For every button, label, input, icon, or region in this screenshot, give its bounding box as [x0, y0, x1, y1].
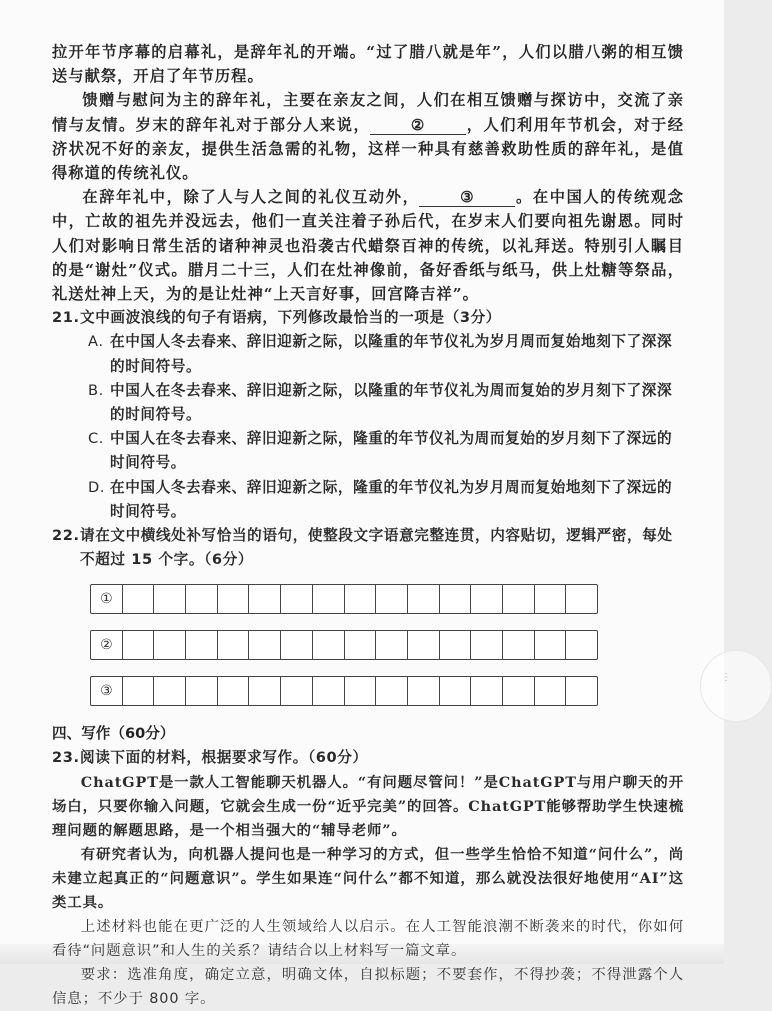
exam-content	[52, 40, 684, 1011]
answer-blank-2: ②	[370, 116, 466, 135]
option-b	[74, 379, 684, 427]
question-number: 21.	[52, 309, 80, 327]
answer-cell[interactable]	[185, 677, 217, 705]
option-letter: C.	[88, 430, 105, 448]
section-title: 四、写作（60分）	[52, 725, 175, 743]
answer-cell[interactable]	[375, 631, 407, 659]
answer-cell[interactable]	[344, 631, 376, 659]
answer-row-label: ③	[100, 683, 113, 700]
material-paragraph-3: 上述材料也能在更广泛的人生领域给人以启示。在人工智能浪潮不断袭来的时代，你如何看待“问题意识”和人生的关系？请结合以上材料写一篇文章。	[52, 918, 684, 959]
answer-cell[interactable]	[439, 585, 471, 613]
passage-paragraph-1: 拉开年节序幕的启幕礼，是辞年礼的开端。“过了腊八就是年”，人们以腊八粥的相互馈送与献祭，开启了年节历程。	[52, 43, 684, 86]
option-letter: B.	[88, 381, 104, 399]
passage-paragraph-3	[52, 185, 684, 306]
question-number: 23.	[52, 749, 80, 767]
option-d	[74, 476, 684, 524]
answer-cell[interactable]	[312, 631, 344, 659]
answer-row-label: ①	[100, 591, 113, 608]
answer-row-label: ②	[100, 637, 113, 654]
answer-cell[interactable]	[407, 677, 439, 705]
answer-cell[interactable]	[407, 631, 439, 659]
question-stem: 请在文中横线处补写恰当的语句，使整段文字语意完整连贯，内容贴切，逻辑严密，每处不超过 15 个字。（6分）	[80, 527, 673, 569]
answer-grid	[90, 584, 684, 706]
answer-cell[interactable]	[565, 585, 597, 613]
answer-cell[interactable]	[122, 585, 154, 613]
option-text: 中国人在冬去春来、辞旧迎新之际，隆重的年节仪礼为周而复始的岁月刻下了深远的时间符号。	[110, 430, 673, 472]
paragraph-text: 。在中国人的传统观念中，亡故的祖先并没远去，他们一直关注着子孙后代，在岁末人们要向祖先谢恩。同时人们对影响日常生活的诸种神灵也沿袭古代蜡祭百神的传统，以礼拜送。特别引人瞩目的是“谢灶”仪式。腊月二十三，人们在灶神像前，备好香纸与纸马，供上灶糖等祭品，礼送灶神上天，为的是让灶神“上天言好事，回宫降吉祥”。	[52, 188, 685, 304]
option-letter: D.	[88, 478, 106, 496]
answer-cell[interactable]	[280, 631, 312, 659]
question-number: 22.	[52, 527, 80, 545]
paragraph-text: ，人们利用年节机会，对于经济状况不好的亲友，提供生活急需的礼物，这样一种具有慈善救助性质的辞年礼，是值得称道的传统礼仪。	[52, 115, 684, 183]
answer-cell[interactable]	[217, 631, 249, 659]
answer-cell[interactable]	[122, 631, 154, 659]
option-text: 在中国人冬去春来、辞旧迎新之际，隆重的年节仪礼为岁月周而复始地刻下了深远的时间符号。	[110, 478, 673, 520]
answer-cell[interactable]	[248, 585, 280, 613]
question-stem: 阅读下面的材料，根据要求写作。（60分）	[80, 749, 368, 767]
answer-cell[interactable]	[439, 631, 471, 659]
passage-paragraph-2	[52, 88, 684, 185]
answer-cell[interactable]	[534, 585, 566, 613]
answer-cell[interactable]	[217, 677, 249, 705]
answer-cell[interactable]	[153, 585, 185, 613]
answer-blank-3: ③	[419, 188, 515, 207]
floating-more-button[interactable]	[700, 650, 772, 722]
option-letter: A.	[88, 333, 104, 351]
answer-cell[interactable]	[439, 677, 471, 705]
answer-cell[interactable]	[470, 631, 502, 659]
writing-requirements: 要求：选准角度，确定立意，明确文体，自拟标题；不要套作，不得抄袭；不得泄露个人信息；不少于 800 字。	[52, 966, 684, 1007]
answer-cell[interactable]	[312, 585, 344, 613]
question-21	[52, 306, 684, 330]
answer-cell[interactable]	[407, 585, 439, 613]
answer-cell[interactable]	[153, 677, 185, 705]
option-text: 在中国人冬去春来、辞旧迎新之际，以隆重的年节仪礼为岁月周而复始地刻下了深深的时间符号。	[110, 333, 673, 375]
answer-cell[interactable]	[375, 677, 407, 705]
answer-cell[interactable]	[312, 677, 344, 705]
answer-cell[interactable]	[534, 631, 566, 659]
answer-cell[interactable]	[502, 585, 534, 613]
material-paragraph-1: ChatGPT是一款人工智能聊天机器人。“有问题尽管问！”是ChatGPT与用户聊天的开场白，只要你输入问题，它就会生成一份“近乎完美”的回答。ChatGPT能够帮助学生快速梳理问题的解题思路，是一个相当强大的“辅导老师”。	[52, 773, 684, 839]
material-paragraph-2: 有研究者认为，向机器人提问也是一种学习的方式，但一些学生恰恰不知道“问什么”，尚未建立起真正的“问题意识”。学生如果连“问什么”都不知道，那么就没法很好地使用“AI”这类工具。	[52, 845, 684, 911]
answer-cell[interactable]	[470, 585, 502, 613]
option-a	[74, 330, 684, 378]
answer-cell[interactable]	[248, 677, 280, 705]
answer-cell[interactable]	[185, 631, 217, 659]
answer-cell[interactable]	[344, 585, 376, 613]
answer-cell[interactable]	[344, 677, 376, 705]
answer-cell[interactable]	[280, 585, 312, 613]
option-c	[74, 427, 684, 475]
answer-cell[interactable]	[280, 677, 312, 705]
answer-cell[interactable]	[153, 631, 185, 659]
answer-cell[interactable]	[217, 585, 249, 613]
answer-cell[interactable]	[185, 585, 217, 613]
option-text: 中国人在冬去春来、辞旧迎新之际，以隆重的年节仪礼为周而复始的岁月刻下了深深的时间符号。	[110, 381, 673, 424]
answer-cell[interactable]	[502, 631, 534, 659]
answer-cell[interactable]	[502, 677, 534, 705]
answer-cell[interactable]	[375, 585, 407, 613]
answer-grid-row	[90, 630, 598, 660]
answer-cell[interactable]	[565, 631, 597, 659]
answer-grid-row	[90, 584, 598, 614]
more-icon: ⋮	[721, 672, 731, 683]
paragraph-text: 在辞年礼中，除了人与人之间的礼仪互动外，	[82, 188, 420, 207]
paragraph-text: 馈赠与慰问为主的辞年礼，主要在亲友之间，人们在相互馈赠与探访中，交流了亲情与友情。岁末的辞年礼对于部分人来说，	[52, 91, 684, 134]
answer-cell[interactable]	[470, 677, 502, 705]
answer-cell[interactable]	[248, 631, 280, 659]
question-stem: 文中画波浪线的句子有语病，下列修改最恰当的一项是（3分）	[80, 309, 501, 327]
answer-cell[interactable]	[122, 677, 154, 705]
question-23	[52, 746, 684, 770]
answer-cell[interactable]	[565, 677, 597, 705]
question-22	[52, 524, 684, 572]
answer-grid-row	[90, 676, 598, 706]
answer-cell[interactable]	[534, 677, 566, 705]
